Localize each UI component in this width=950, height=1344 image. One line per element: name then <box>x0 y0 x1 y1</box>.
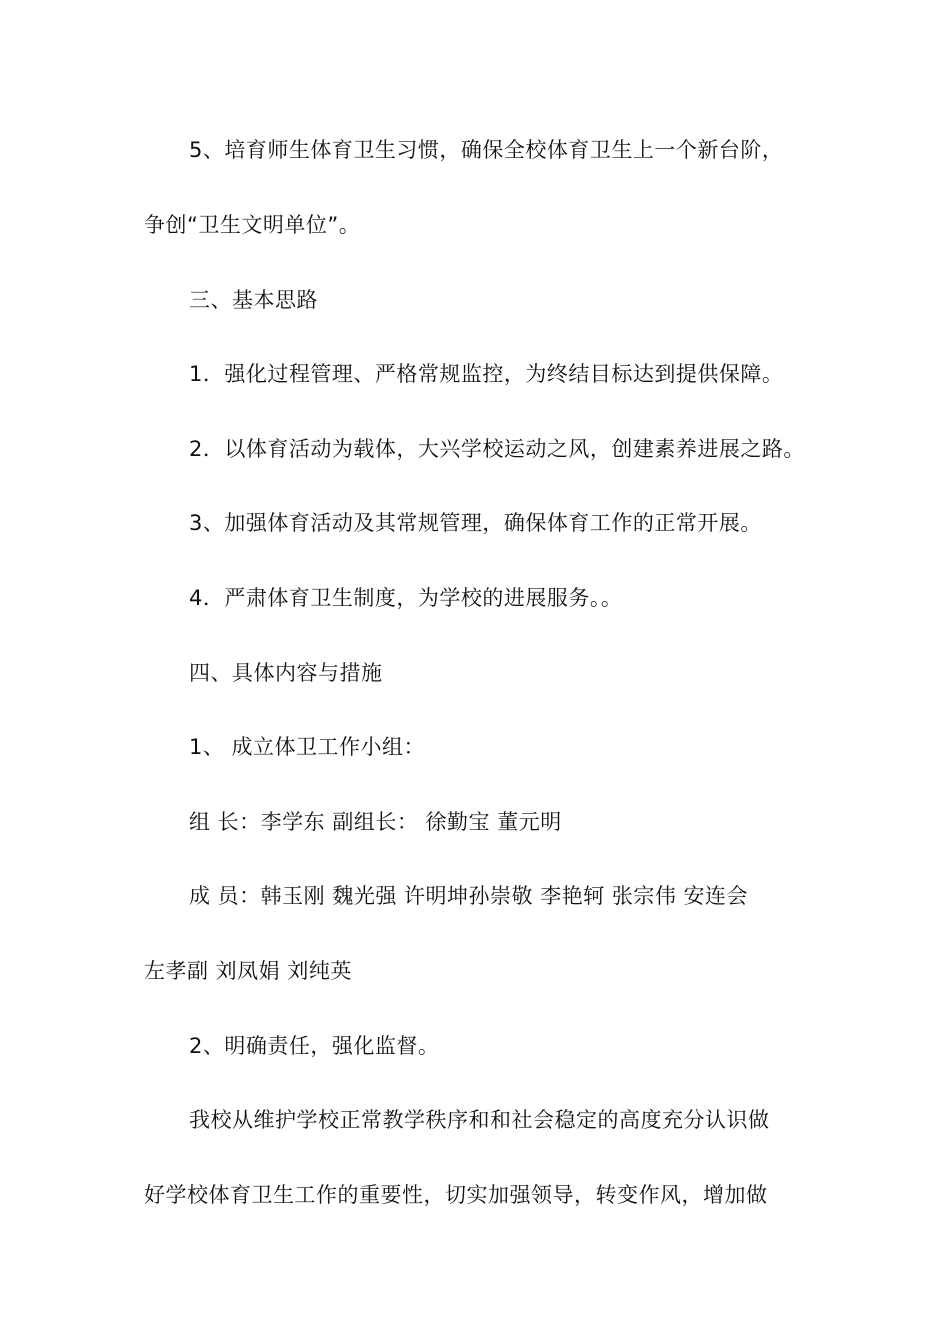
paragraph-goal-5: 5、培育师生体育卫生习惯，确保全校体育卫生上一个新台阶， <box>189 138 784 162</box>
measure-item-1: 1、 成立体卫工作小组： <box>189 735 426 759</box>
approach-item-3: 3、加强体育活动及其常规管理，确保体育工作的正常开展。 <box>189 511 762 535</box>
group-members: 成 员：韩玉刚 魏光强 许明坤孙崇敬 李艳轲 张宗伟 安连会 <box>189 884 749 908</box>
approach-item-4: 4．严肃体育卫生制度，为学校的进展服务。。 <box>189 586 623 610</box>
body-paragraph: 我校从维护学校正常教学秩序和和社会稳定的高度充分认识做 <box>189 1108 770 1132</box>
approach-item-2: 2．以体育活动为载体，大兴学校运动之风，创建素养进展之路。 <box>189 437 805 461</box>
group-leaders: 组 长：李学东 副组长： 徐勤宝 董元明 <box>189 810 562 834</box>
section-heading-basic-approach: 三、基本思路 <box>189 288 318 312</box>
section-heading-measures: 四、具体内容与措施 <box>189 661 383 685</box>
measure-item-2: 2、明确责任，强化监督。 <box>189 1034 440 1058</box>
paragraph-goal-5-continued: 争创“卫生文明单位”。 <box>144 213 361 237</box>
approach-item-1: 1．强化过程管理、严格常规监控，为终结目标达到提供保障。 <box>189 362 784 386</box>
body-paragraph-continued: 好学校体育卫生工作的重要性，切实加强领导，转变作风，增加做 <box>144 1183 768 1207</box>
group-members-continued: 左孝副 刘凤娟 刘纯英 <box>144 959 352 983</box>
